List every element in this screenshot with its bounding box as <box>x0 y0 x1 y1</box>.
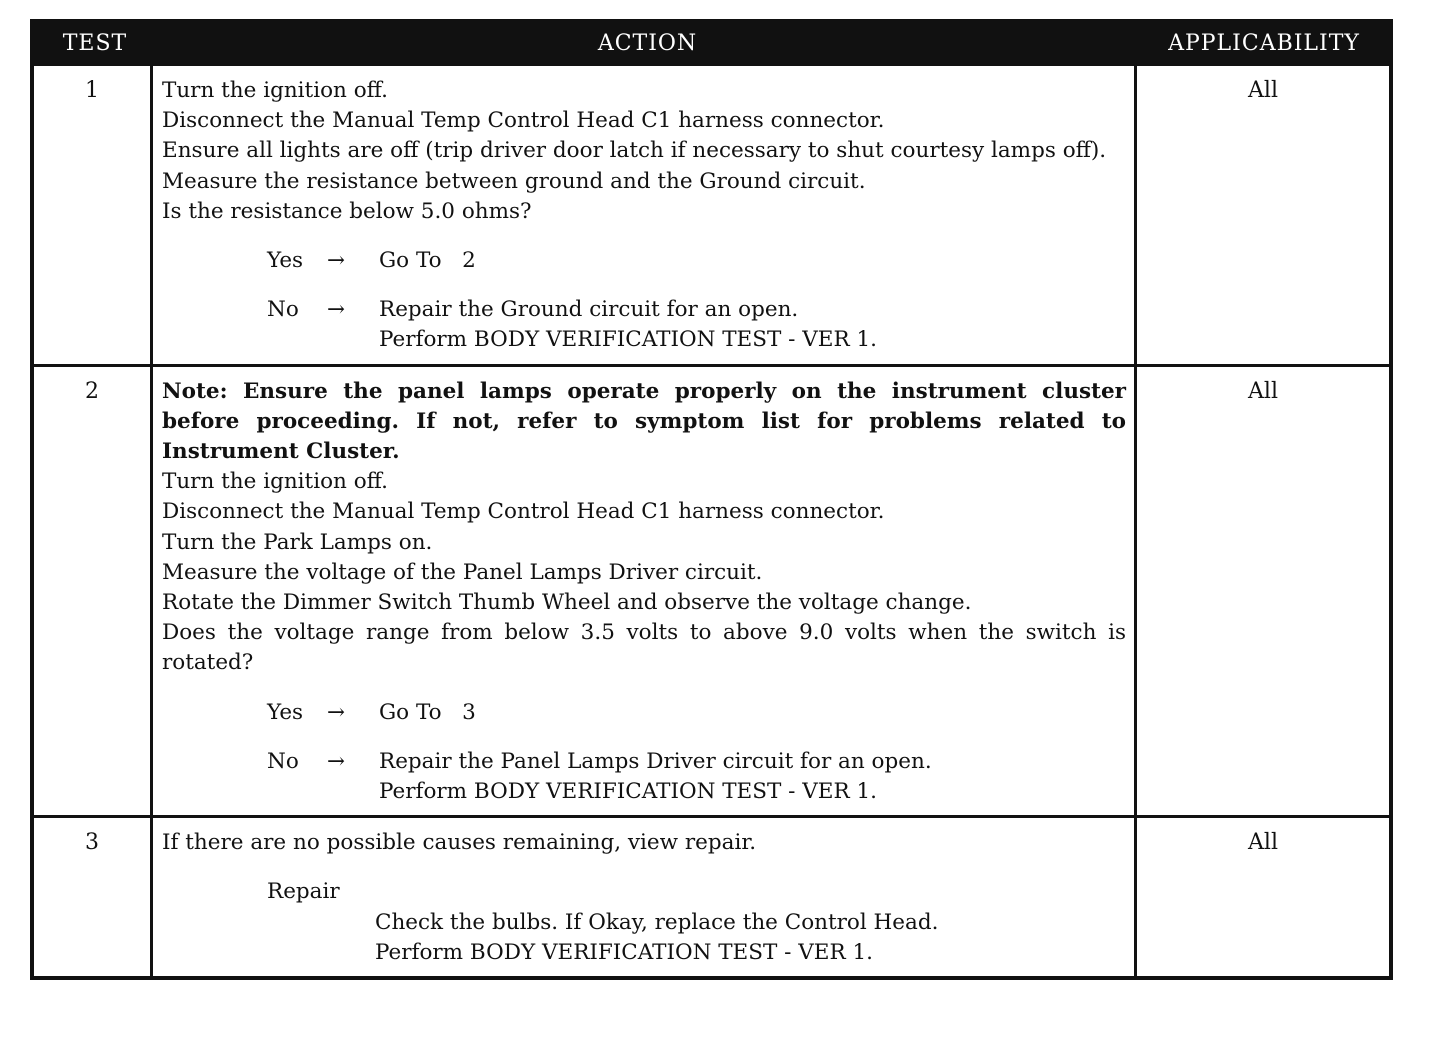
action-cell <box>153 367 1137 816</box>
table-row-test-3 <box>34 815 1389 976</box>
outcome-no <box>267 747 1126 807</box>
header-test: TEST <box>62 30 128 56</box>
yes-label: Yes <box>267 248 304 274</box>
applicability-cell: All <box>1248 378 1278 404</box>
table-row-test-2 <box>34 364 1389 816</box>
no-result-line: Perform BODY VERIFICATION TEST - VER 1. <box>379 327 878 353</box>
outcome-yes <box>267 698 1126 728</box>
action-line: Disconnect the Manual Temp Control Head C1 harness connector. <box>162 108 885 134</box>
table-header <box>34 23 1389 63</box>
action-line: Turn the ignition off. <box>162 78 388 103</box>
action-line: If there are no possible causes remaining, view repair. <box>162 830 757 856</box>
no-result-line: Repair the Ground circuit for an open. <box>379 297 799 323</box>
arrow-right-icon: → <box>327 297 346 323</box>
no-label: No <box>267 297 299 323</box>
no-label: No <box>267 748 299 774</box>
action-line: Measure the resistance between ground and the Ground circuit. <box>162 168 866 194</box>
note-text: Note: Ensure the panel lamps operate properly on the instrument cluster before proceeding. If not, refer to symptom list for problems related to Instrument Cluster. <box>162 378 1126 465</box>
action-line: Measure the voltage of the Panel Lamps Driver circuit. <box>162 559 763 585</box>
repair-label: Repair <box>267 879 340 905</box>
yes-label: Yes <box>267 699 304 725</box>
action-line: Rotate the Dimmer Switch Thumb Wheel and observe the voltage change. <box>162 590 972 616</box>
diagnostic-table <box>30 19 1393 980</box>
no-result <box>379 747 1126 807</box>
action-line: Turn the ignition off. <box>162 469 388 495</box>
applicability-cell: All <box>1248 830 1278 856</box>
outcome-yes <box>267 246 1126 276</box>
applicability-cell: All <box>1248 78 1278 103</box>
arrow-right-icon: → <box>327 748 346 774</box>
test-number: 3 <box>34 818 153 976</box>
arrow-right-icon: → <box>327 699 346 725</box>
table-row-test-1 <box>34 63 1389 364</box>
header-action: ACTION <box>597 30 698 56</box>
test-number: 2 <box>34 367 153 816</box>
no-result-line: Repair the Panel Lamps Driver circuit for an open. <box>379 748 932 774</box>
yes-result: Go To 3 <box>379 699 476 725</box>
action-line: Turn the Park Lamps on. <box>162 529 433 555</box>
action-cell <box>153 66 1137 364</box>
action-line: Ensure all lights are off (trip driver door latch if necessary to shut courtesy lamps off). <box>162 138 1107 164</box>
no-result-line: Perform BODY VERIFICATION TEST - VER 1. <box>379 779 878 805</box>
no-result <box>379 295 1126 355</box>
yes-result: Go To 2 <box>379 248 476 274</box>
outcome-no <box>267 295 1126 355</box>
action-line: Disconnect the Manual Temp Control Head C1 harness connector. <box>162 499 885 525</box>
repair-steps <box>375 908 1126 968</box>
header-applicability: APPLICABILITY <box>1168 30 1360 56</box>
repair-step: Perform BODY VERIFICATION TEST - VER 1. <box>375 939 874 965</box>
action-line: Does the voltage range from below 3.5 volts to above 9.0 volts when the switch is rotated? <box>162 620 1126 676</box>
repair-step: Check the bulbs. If Okay, replace the Control Head. <box>375 909 939 935</box>
action-cell <box>153 818 1137 976</box>
test-number: 1 <box>34 66 153 364</box>
arrow-right-icon: → <box>327 248 346 274</box>
action-line: Is the resistance below 5.0 ohms? <box>162 198 532 224</box>
